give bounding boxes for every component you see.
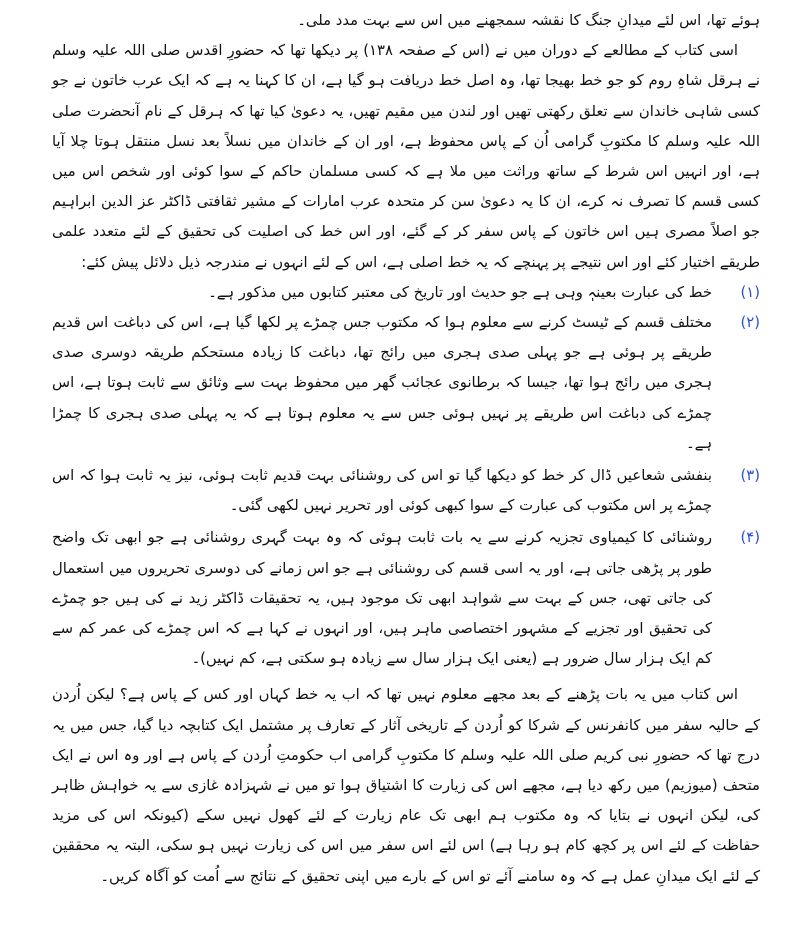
evidence-item-4-text: روشنائی کا کیمیاوی تجزیہ کرنے سے یہ بات ثابت ہوئی کہ وہ بہت گہری روشنائی ہے جو ابھی تک واضح طور پر پڑھی جاتی ہے، اور یہ اسی قسم کی روشنائی ہے جو اس زمانے کی دوسری تحریروں میں استعمال کی جاتی تھی، جس کے بہت سے شواہد ابھی تک موجود ہیں، یہ تحقیقات ڈاکٹر زید نے کی ہیں جو چمڑے کی تحقیق اور تجزیے کے مشہور اختصاصی ماہر ہیں، اور انہوں نے کہا ہے کہ اس چمڑے کی عمر کم سے کم ایک ہزار سال ضرور ہے (یعنی ایک ہزار سال سے زیادہ ہو سکتی ہے، کم نہیں)۔ bbox=[52, 529, 712, 668]
evidence-item-2-text: مختلف قسم کے ٹیسٹ کرنے سے معلوم ہوا کہ مکتوب جس چمڑے پر لکھا گیا ہے، اس کی دباغت اس قدیم طریقے پر ہوئی ہے جو پہلی صدی ہجری میں رائج تھا، دباغت کا زیادہ مستحکم طریقہ دوسری صدی ہجری میں رائج ہوا تھا، جیسا کہ برطانوی عجائب گھر میں محفوظ بہت سے وثائق سے ثابت ہوتا ہے، اس چمڑے کی دباغت اس طریقے پر نہیں ہوئی جس سے یہ معلوم ہوتا ہے کہ یہ پہلی صدی ہجری کا چمڑا ہے۔ bbox=[52, 314, 712, 452]
paragraph-heraclius-letter-text: اسی کتاب کے مطالعے کے دوران میں نے (اس کے صفحہ ۱۳۸) پر دیکھا تھا کہ حضورِ اقدس صلی اللہ علیہ وسلم نے ہرقل شاہِ روم کو جو خط بھیجا تھا، وہ اصل خط دریافت ہو گیا ہے، ان کا کہنا یہ ہے کہ ایک عرب خاتون نے جو کسی شاہی خاندان سے تعلق رکھتی تھیں اور لندن میں مقیم تھیں، یہ دعویٰ کیا تھا کہ ہرقل کے نام آنحضرت صلی اللہ علیہ وسلم کا مکتوبِ گرامی اُن کے پاس محفوظ ہے، اور ان کے خاندان میں نسلاً بعد نسل منتقل ہوتا چلا آیا ہے، اور انہیں اس شرط کے ساتھ وراثت میں ملا ہے کہ کسی مسلمان حاکم کے سوا کوئی اور شخص اس میں کسی قسم کا تصرف نہ کرے، ان کا یہ دعویٰ سن کر متحدہ عرب امارات کے مشیر ثقافتی ڈاکٹر عز الدین ابراہیم جو اصلاً مصری ہیں اس خاتون کے پاس سفر کر کے گئے، اور اس خط کی اصلیت کی تحقیق کے لئے متعدد علمی طریقے اختیار کئے اور اس نتیجے پر پہنچے کہ یہ خط اصلی ہے، اس کے لئے انہوں نے مندرجہ ذیل دلائل پیش کئے: bbox=[52, 42, 760, 271]
evidence-item-1 bbox=[52, 278, 760, 308]
evidence-item-3 bbox=[52, 461, 760, 521]
paragraph-opening-line: ہوئے تھا، اس لئے میدانِ جنگ کا نقشہ سمجھنے میں اس سے بہت مدد ملی۔ bbox=[297, 12, 760, 29]
evidence-item-1-number: (۱) bbox=[740, 283, 760, 301]
evidence-item-2 bbox=[52, 308, 760, 459]
evidence-item-4 bbox=[52, 523, 760, 674]
evidence-item-1-text: خط کی عبارت بعینہٖ وہی ہے جو حدیث اور تاریخ کی معتبر کتابوں میں مذکور ہے۔ bbox=[208, 283, 712, 301]
evidence-item-3-text: بنفشی شعاعیں ڈال کر خط کو دیکھا گیا تو اس کی روشنائی بہت قدیم ثابت ہوئی، نیز یہ ثابت ہوا کہ اس چمڑے پر اس مکتوب کی عبارت کے سوا کبھی کوئی اور تحریر نہیں لکھی گئی۔ bbox=[52, 467, 712, 515]
evidence-item-3-number: (۳) bbox=[740, 467, 760, 485]
evidence-item-2-number: (۲) bbox=[740, 314, 760, 332]
paragraph-jordan-visit bbox=[52, 680, 760, 891]
paragraph-jordan-visit-text: اس کتاب میں یہ بات پڑھنے کے بعد مجھے معلوم نہیں تھا کہ اب یہ خط کہاں اور کس کے پاس ہے؟ لیکن اُردن کے حالیہ سفر میں کانفرنس کے شرکا کو اُردن کے تاریخی آثار کے تعارف پر مشتمل ایک کتابچہ دیا گیا، جس میں یہ درج تھا کہ حضورِ نبی کریم صلی اللہ علیہ وسلم کا مکتوبِ گرامی اب حکومتِ اُردن کے پاس ہے اور وہ اس نے ایک متحف (میوزیم) میں رکھ دیا ہے، مجھے اس کی زیارت کا اشتیاق ہوا تو میں نے شہزادہ غازی سے یہ خواہش ظاہر کی، لیکن انہوں نے بتایا کہ وہ مکتوب ہم ابھی تک عام زیارت کے لئے کھول نہیں سکے (کیونکہ اس کی مزید حفاظت کے لئے اس پر کچھ کام ہو رہا ہے) اس لئے اس سفر میں اس کی زیارت نہیں ہو سکی، البتہ یہ محققین کے لئے ایک میدانِ عمل ہے کہ وہ سامنے آئے تو اس کے بارے میں اپنی تحقیق کے نتائج سے اُمت کو آگاہ کریں۔ bbox=[52, 686, 760, 885]
paragraph-heraclius-letter bbox=[52, 36, 760, 278]
evidence-item-4-number: (۴) bbox=[740, 529, 760, 547]
